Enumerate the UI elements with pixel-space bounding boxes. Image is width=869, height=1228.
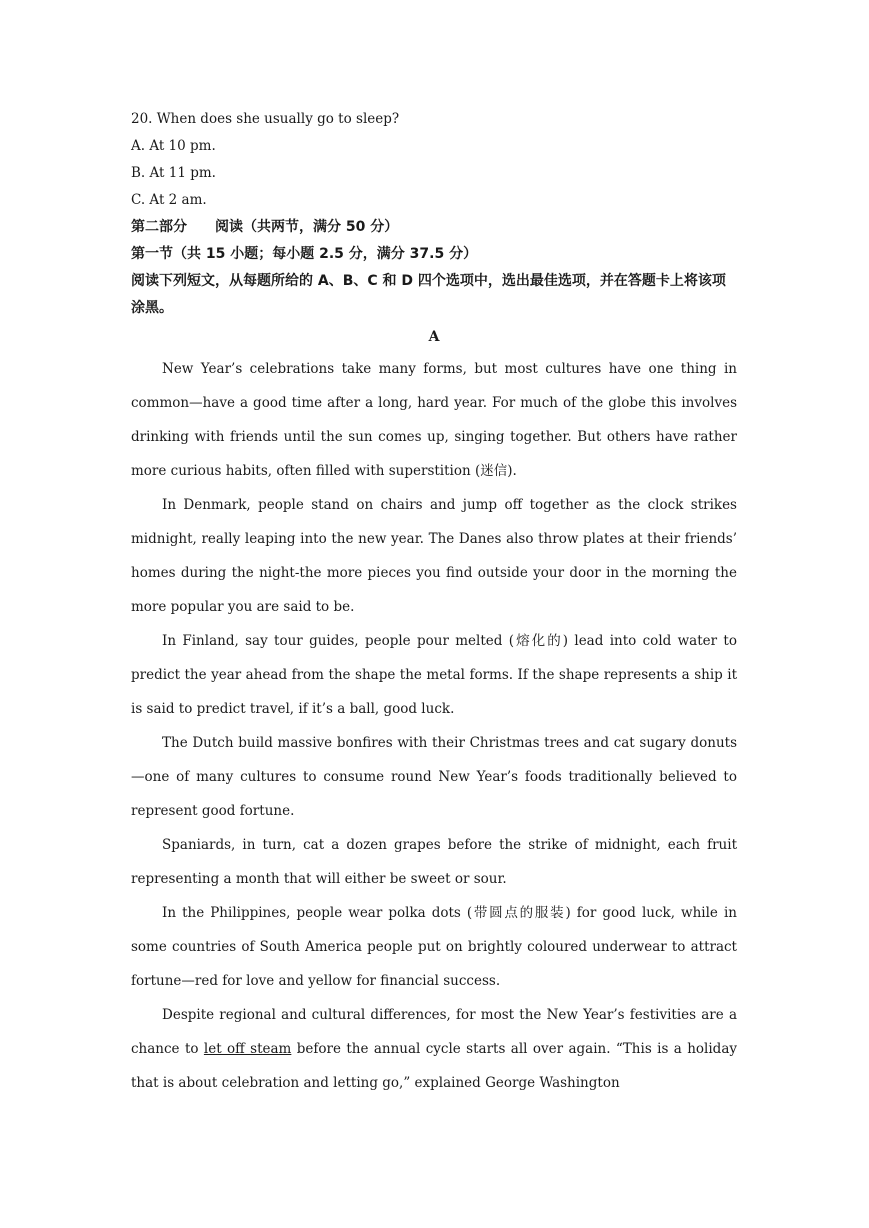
paragraph-6: In the Philippines, people wear polka dots (带圆点的服装) for good luck, while in some countries of South America people put on brightly coloured underwear to attract fortune—red for love and yellow for financial success.	[131, 905, 737, 989]
option-c: C. At 2 am.	[131, 192, 207, 208]
underlined-phrase: let off steam	[203, 1041, 292, 1057]
instruction: 阅读下列短文，从每题所给的 A、B、C 和 D 四个选项中，选出最佳选项，并在答题卡上将该项涂黑。	[131, 273, 726, 316]
paragraph-5: Spaniards, in turn, cat a dozen grapes before the strike of midnight, each fruit representing a month that will either be sweet or sour.	[131, 837, 737, 887]
part-heading: 第二部分 阅读（共两节，满分 50 分）	[131, 219, 399, 235]
paragraph-7-before: Despite regional and cultural differences, for most the New Year’s festivities are a chance to	[131, 1007, 737, 1057]
paragraph-7	[131, 998, 737, 1100]
option-b: B. At 11 pm.	[131, 165, 216, 181]
option-a: A. At 10 pm.	[131, 138, 216, 154]
paragraph-7-after: before the annual cycle starts all over again. “This is a holiday that is about celebration and letting go,” explained George Washington	[131, 1041, 737, 1091]
passage-label: A	[428, 329, 440, 345]
question-stem: 20. When does she usually go to sleep?	[131, 111, 400, 127]
paragraph-3: In Finland, say tour guides, people pour melted (熔化的) lead into cold water to predict the year ahead from the shape the metal forms. If the shape represents a ship it is said to predict travel, if it’s a ball, good luck.	[131, 633, 737, 717]
paragraph-2: In Denmark, people stand on chairs and jump off together as the clock strikes midnight, really leaping into the new year. The Danes also throw plates at their friends’ homes during the night-the more pieces you find outside your door in the morning the more popular you are said to be.	[131, 497, 737, 615]
paragraph-4: The Dutch build massive bonfires with their Christmas trees and cat sugary donuts—one of many cultures to consume round New Year’s foods traditionally believed to represent good fortune.	[131, 735, 737, 819]
document-page	[131, 106, 737, 1100]
section-heading: 第一节（共 15 小题；每小题 2.5 分，满分 37.5 分）	[131, 246, 478, 262]
paragraph-1: New Year’s celebrations take many forms, but most cultures have one thing in common—have a good time after a long, hard year. For much of the globe this involves drinking with friends until the sun comes up, singing together. But others have rather more curious habits, often filled with superstition (迷信).	[131, 361, 737, 479]
